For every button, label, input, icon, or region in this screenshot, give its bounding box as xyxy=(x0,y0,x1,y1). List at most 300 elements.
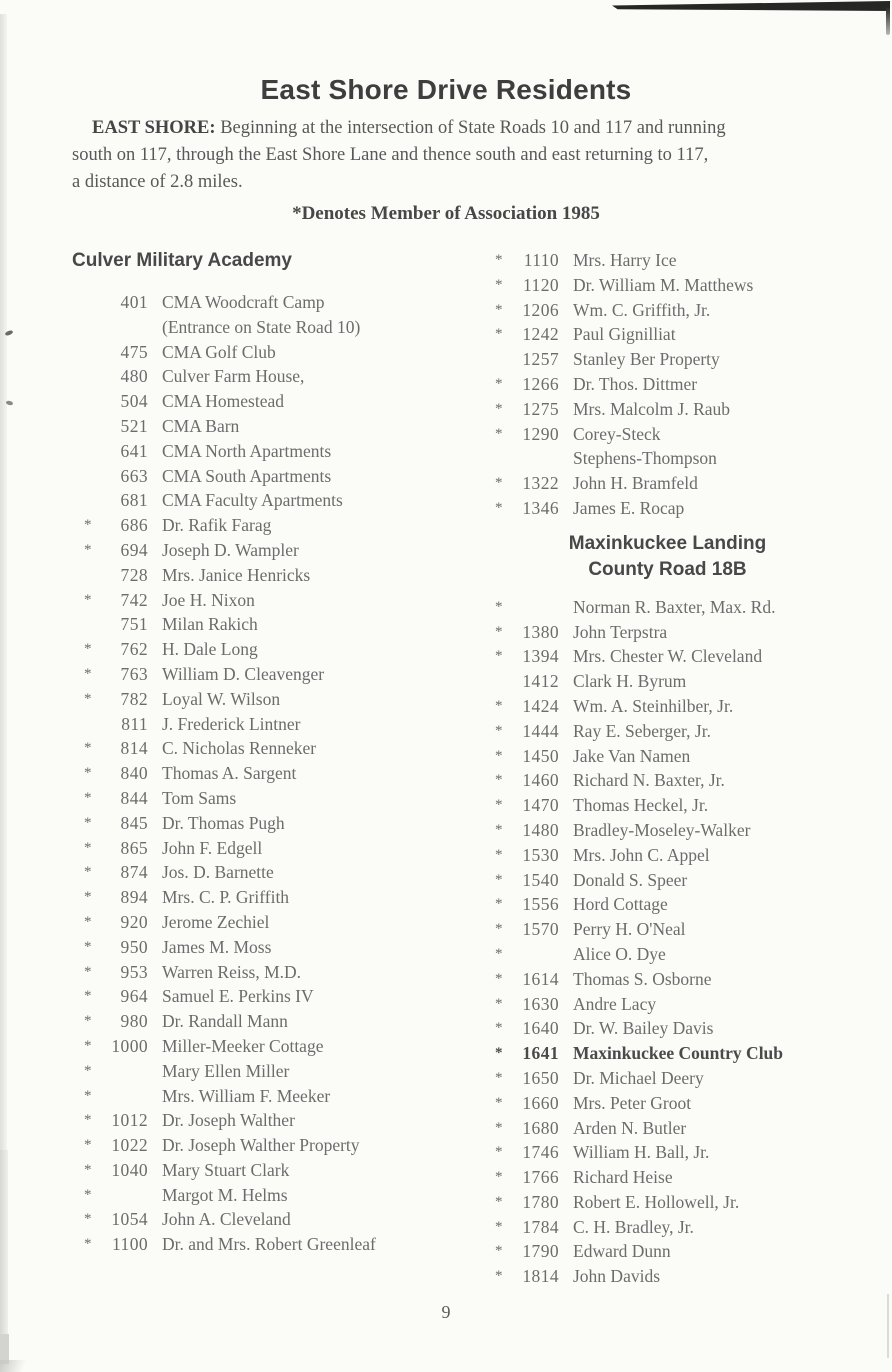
resident-entry xyxy=(72,935,457,960)
member-asterisk xyxy=(84,364,96,389)
member-asterisk: * xyxy=(84,814,92,831)
resident-entry xyxy=(72,389,457,414)
resident-entry xyxy=(457,397,820,422)
member-asterisk: * xyxy=(495,1119,503,1136)
member-asterisk xyxy=(84,315,96,340)
house-number: 844 xyxy=(120,787,148,808)
member-asterisk: * xyxy=(495,425,503,442)
resident-entry xyxy=(72,687,457,712)
resident-name: Hord Cottage xyxy=(573,894,668,915)
page-number: 9 xyxy=(441,1302,451,1323)
member-asterisk xyxy=(495,446,507,471)
member-asterisk: * xyxy=(495,1169,503,1186)
resident-name: Milan Rakich xyxy=(162,614,258,635)
resident-name: Mrs. William F. Meeker xyxy=(162,1085,331,1106)
resident-name: CMA North Apartments xyxy=(162,440,332,461)
resident-entry xyxy=(457,768,820,793)
resident-entry xyxy=(72,488,457,513)
member-asterisk xyxy=(495,347,507,372)
resident-entry xyxy=(72,662,457,687)
resident-name-continuation: (Entrance on State Road 10) xyxy=(162,316,361,337)
member-asterisk: * xyxy=(495,846,503,863)
house-number: 1746 xyxy=(522,1142,559,1163)
resident-entry xyxy=(72,414,457,439)
resident-name: Maxinkuckee Country Club xyxy=(573,1043,784,1064)
member-asterisk: * xyxy=(84,1062,92,1079)
resident-entry xyxy=(72,538,457,563)
resident-entry xyxy=(457,719,820,744)
member-asterisk: * xyxy=(495,871,503,888)
member-asterisk: * xyxy=(84,963,92,980)
resident-name: J. Frederick Lintner xyxy=(162,713,301,734)
member-asterisk xyxy=(84,712,96,737)
house-number: 1630 xyxy=(522,993,559,1014)
resident-entry xyxy=(72,960,457,985)
member-asterisk xyxy=(84,340,96,365)
resident-name: CMA Golf Club xyxy=(162,341,276,362)
resident-entry xyxy=(457,892,820,917)
member-asterisk: * xyxy=(495,995,503,1012)
member-asterisk: * xyxy=(495,970,503,987)
member-asterisk: * xyxy=(84,1137,92,1154)
resident-list-left xyxy=(72,290,457,1257)
house-number xyxy=(507,595,559,620)
resident-name: Mary Ellen Miller xyxy=(162,1060,290,1081)
house-number: 1275 xyxy=(522,398,559,419)
house-number: 980 xyxy=(120,1011,148,1032)
house-number: 663 xyxy=(120,465,148,486)
house-number: 1556 xyxy=(522,894,559,915)
resident-name-continuation: Stephens-Thompson xyxy=(573,448,717,469)
house-number: 1660 xyxy=(522,1092,559,1113)
resident-entry xyxy=(457,644,820,669)
resident-name: Wm. C. Griffith, Jr. xyxy=(573,299,711,320)
member-asterisk xyxy=(84,612,96,637)
resident-entry xyxy=(72,1034,457,1059)
member-asterisk: * xyxy=(495,945,503,962)
resident-entry-continuation xyxy=(457,446,820,471)
resident-name: Jerome Zechiel xyxy=(162,911,270,932)
resident-entry xyxy=(72,637,457,662)
member-asterisk xyxy=(84,464,96,489)
house-number: 1322 xyxy=(522,473,559,494)
resident-entry xyxy=(72,1059,457,1084)
scan-right-edge-fold xyxy=(886,7,890,35)
resident-entry xyxy=(72,786,457,811)
house-number: 1540 xyxy=(522,869,559,890)
house-number: 1614 xyxy=(522,968,559,989)
resident-entry xyxy=(457,1041,820,1066)
right-column xyxy=(457,248,820,1289)
resident-name: William H. Ball, Jr. xyxy=(573,1142,710,1163)
house-number: 1100 xyxy=(112,1234,148,1255)
resident-entry xyxy=(457,422,820,447)
resident-entry xyxy=(72,340,457,365)
resident-entry xyxy=(72,1158,457,1183)
resident-entry xyxy=(72,1207,457,1232)
resident-name: Tom Sams xyxy=(162,787,237,808)
resident-name: James M. Moss xyxy=(162,936,272,957)
house-number: 814 xyxy=(120,738,148,759)
resident-name: Richard Heise xyxy=(573,1167,673,1188)
member-asterisk: * xyxy=(495,499,503,516)
member-asterisk: * xyxy=(84,1112,92,1129)
resident-entry xyxy=(72,1133,457,1158)
resident-name: Samuel E. Perkins IV xyxy=(162,986,314,1007)
resident-entry xyxy=(457,1116,820,1141)
member-asterisk: * xyxy=(84,690,92,707)
resident-name: Dr. Rafik Farag xyxy=(162,515,272,536)
section-heading-culver-military-academy: Culver Military Academy xyxy=(72,250,292,271)
resident-entry xyxy=(457,818,820,843)
house-number: 763 xyxy=(120,663,148,684)
house-number: 1000 xyxy=(111,1035,148,1056)
resident-name: James E. Rocap xyxy=(573,497,685,518)
resident-name: Ray E. Seberger, Jr. xyxy=(573,720,711,741)
resident-entry xyxy=(457,298,820,323)
house-number: 1266 xyxy=(522,373,559,394)
member-asterisk xyxy=(84,414,96,439)
member-asterisk: * xyxy=(84,740,92,757)
member-asterisk: * xyxy=(495,475,503,492)
directory-columns xyxy=(72,248,820,1289)
house-number: 728 xyxy=(120,564,148,585)
resident-entry xyxy=(457,372,820,397)
member-asterisk: * xyxy=(495,821,503,838)
resident-entry xyxy=(72,885,457,910)
resident-entry xyxy=(72,1108,457,1133)
house-number xyxy=(507,446,559,471)
house-number: 1424 xyxy=(522,695,559,716)
resident-name: Dr. William M. Matthews xyxy=(573,274,754,295)
page-title: East Shore Drive Residents xyxy=(260,74,632,105)
member-asterisk: * xyxy=(84,765,92,782)
resident-name: Margot M. Helms xyxy=(162,1184,288,1205)
resident-name: Andre Lacy xyxy=(573,993,657,1014)
resident-name: CMA South Apartments xyxy=(162,465,332,486)
member-asterisk: * xyxy=(495,1218,503,1235)
house-number: 1530 xyxy=(522,844,559,865)
member-asterisk: * xyxy=(495,252,503,268)
resident-name: Robert E. Hollowell, Jr. xyxy=(573,1191,740,1212)
resident-entry xyxy=(457,1140,820,1165)
resident-entry xyxy=(457,669,820,694)
house-number xyxy=(96,315,148,340)
resident-name: CMA Barn xyxy=(162,415,240,436)
resident-entry xyxy=(72,563,457,588)
house-number: 950 xyxy=(120,936,148,957)
resident-name: Bradley-Moseley-Walker xyxy=(573,819,751,840)
resident-name: H. Dale Long xyxy=(162,639,258,660)
resident-name: Paul Gignilliat xyxy=(573,324,676,345)
member-asterisk: * xyxy=(84,1037,92,1054)
resident-name: Culver Farm House, xyxy=(162,366,305,387)
resident-entry xyxy=(457,1239,820,1264)
member-asterisk: * xyxy=(84,541,92,558)
house-number: 964 xyxy=(120,986,148,1007)
member-asterisk xyxy=(84,290,96,315)
resident-name: Dr. and Mrs. Robert Greenleaf xyxy=(162,1234,376,1255)
member-asterisk: * xyxy=(495,1243,503,1260)
house-number: 1641 xyxy=(522,1043,559,1064)
resident-entry xyxy=(72,464,457,489)
house-number: 1206 xyxy=(522,299,559,320)
house-number: 1640 xyxy=(522,1018,559,1039)
member-asterisk: * xyxy=(495,648,503,665)
resident-entry xyxy=(457,1215,820,1240)
section-heading-line-1: Maxinkuckee Landing xyxy=(568,532,767,554)
resident-entry xyxy=(457,868,820,893)
member-asterisk: * xyxy=(84,591,92,608)
resident-name: Mrs. Peter Groot xyxy=(573,1092,692,1113)
resident-entry xyxy=(72,588,457,613)
resident-name: Edward Dunn xyxy=(573,1241,671,1262)
resident-entry xyxy=(457,248,820,273)
resident-name: Dr. W. Bailey Davis xyxy=(573,1018,714,1039)
house-number: 845 xyxy=(120,812,148,833)
resident-entry-continuation xyxy=(72,315,457,340)
house-number: 1054 xyxy=(111,1209,148,1230)
house-number: 1412 xyxy=(522,671,559,692)
resident-entry xyxy=(72,860,457,885)
house-number: 686 xyxy=(120,515,148,536)
member-asterisk: * xyxy=(495,400,503,417)
member-asterisk: * xyxy=(495,1045,503,1062)
resident-name: Warren Reiss, M.D. xyxy=(162,961,302,982)
resident-name: CMA Woodcraft Camp xyxy=(162,292,325,312)
resident-name: Mrs. Malcolm J. Raub xyxy=(573,398,731,419)
house-number: 504 xyxy=(120,391,148,412)
left-column xyxy=(72,248,457,1257)
intro-line-2: south on 117, through the East Shore Lane and thence south and east returning to 117, xyxy=(72,145,709,165)
resident-entry xyxy=(72,811,457,836)
house-number: 782 xyxy=(120,688,148,709)
house-number: 1814 xyxy=(522,1266,559,1287)
resident-name: Dr. Joseph Walther xyxy=(162,1110,295,1131)
resident-name: Mrs. John C. Appel xyxy=(573,844,710,865)
house-number xyxy=(96,1183,148,1208)
resident-entry xyxy=(457,471,820,496)
resident-name: John H. Bramfeld xyxy=(573,473,698,494)
resident-name: Thomas S. Osborne xyxy=(573,968,712,989)
member-asterisk: * xyxy=(495,326,503,343)
house-number: 762 xyxy=(120,639,148,660)
house-number: 840 xyxy=(120,763,148,784)
member-asterisk: * xyxy=(84,839,92,856)
member-asterisk: * xyxy=(495,623,503,640)
association-note: *Denotes Member of Association 1985 xyxy=(292,203,600,224)
house-number: 1650 xyxy=(522,1067,559,1088)
resident-entry xyxy=(457,496,820,521)
member-asterisk: * xyxy=(495,1193,503,1210)
member-asterisk xyxy=(84,563,96,588)
house-number: 1380 xyxy=(522,621,559,642)
member-asterisk: * xyxy=(84,517,92,534)
resident-name: Miller-Meeker Cottage xyxy=(162,1035,324,1056)
member-asterisk: * xyxy=(84,641,92,658)
member-asterisk: * xyxy=(495,797,503,814)
resident-name: Wm. A. Steinhilber, Jr. xyxy=(573,695,734,716)
member-asterisk xyxy=(495,669,507,694)
member-asterisk: * xyxy=(495,921,503,938)
resident-entry xyxy=(72,1009,457,1034)
resident-entry xyxy=(72,290,457,315)
resident-name: Mrs. C. P. Griffith xyxy=(162,887,290,908)
resident-entry xyxy=(72,364,457,389)
member-asterisk: * xyxy=(495,276,503,293)
resident-entry xyxy=(457,1066,820,1091)
resident-name: Mrs. Chester W. Cleveland xyxy=(573,646,763,667)
resident-list-right-bottom xyxy=(457,595,820,1289)
house-number: 1110 xyxy=(523,250,559,270)
resident-list-right-top xyxy=(457,248,820,521)
resident-entry xyxy=(72,836,457,861)
house-number: 1242 xyxy=(522,324,559,345)
resident-entry xyxy=(457,347,820,372)
member-asterisk xyxy=(84,488,96,513)
resident-entry xyxy=(457,793,820,818)
page-content xyxy=(0,74,892,1323)
house-number: 742 xyxy=(120,589,148,610)
resident-name: John F. Edgell xyxy=(162,837,263,858)
resident-name: Clark H. Byrum xyxy=(573,671,687,692)
resident-name: Perry H. O'Neal xyxy=(573,919,686,940)
member-asterisk: * xyxy=(84,864,92,881)
member-asterisk: * xyxy=(84,1211,92,1228)
resident-entry xyxy=(72,712,457,737)
house-number: 1460 xyxy=(522,770,559,791)
house-number: 1022 xyxy=(111,1135,148,1156)
resident-name: Joe H. Nixon xyxy=(162,589,255,610)
resident-name: Stanley Ber Property xyxy=(573,349,720,370)
house-number: 1784 xyxy=(522,1216,559,1237)
house-number: 1680 xyxy=(522,1117,559,1138)
intro-label: EAST SHORE: xyxy=(92,118,216,138)
house-number: 1120 xyxy=(523,274,559,295)
member-asterisk: * xyxy=(84,1013,92,1030)
resident-entry xyxy=(72,984,457,1009)
member-asterisk: * xyxy=(84,1087,92,1104)
resident-name: John Terpstra xyxy=(573,621,668,642)
resident-entry xyxy=(72,612,457,637)
resident-name: Dr. Michael Deery xyxy=(573,1067,704,1088)
member-asterisk: * xyxy=(495,1020,503,1037)
resident-name: CMA Faculty Apartments xyxy=(162,490,343,511)
house-number: 1480 xyxy=(522,819,559,840)
intro-line-1: Beginning at the intersection of State Roads 10 and 117 and running xyxy=(215,118,726,138)
member-asterisk: * xyxy=(495,598,503,615)
resident-name: Alice O. Dye xyxy=(573,943,666,964)
resident-name: Mrs. Harry Ice xyxy=(573,250,677,270)
member-asterisk: * xyxy=(495,301,503,318)
resident-entry xyxy=(457,1190,820,1215)
resident-name: Dr. Randall Mann xyxy=(162,1011,288,1032)
resident-entry xyxy=(72,761,457,786)
resident-entry xyxy=(457,1264,820,1289)
house-number: 894 xyxy=(120,887,148,908)
house-number: 1790 xyxy=(522,1241,559,1262)
resident-entry xyxy=(457,694,820,719)
resident-entry xyxy=(457,942,820,967)
resident-entry xyxy=(457,1016,820,1041)
resident-entry xyxy=(457,1091,820,1116)
member-asterisk: * xyxy=(84,1161,92,1178)
member-asterisk xyxy=(84,439,96,464)
resident-name: Joseph D. Wampler xyxy=(162,539,299,560)
member-asterisk: * xyxy=(84,938,92,955)
house-number: 1450 xyxy=(522,745,559,766)
house-number: 1470 xyxy=(522,795,559,816)
intro-paragraph xyxy=(72,115,820,196)
house-number xyxy=(507,942,559,967)
resident-entry xyxy=(457,273,820,298)
house-number: 641 xyxy=(120,440,148,461)
resident-name: John A. Cleveland xyxy=(162,1209,291,1230)
member-asterisk: * xyxy=(495,1069,503,1086)
resident-name: Dr. Thomas Pugh xyxy=(162,812,285,833)
member-asterisk: * xyxy=(495,1144,503,1161)
resident-entry xyxy=(457,595,820,620)
house-number: 920 xyxy=(120,911,148,932)
resident-entry xyxy=(457,967,820,992)
house-number: 1444 xyxy=(522,720,559,741)
member-asterisk: * xyxy=(495,747,503,764)
house-number: 1780 xyxy=(522,1191,559,1212)
house-number: 874 xyxy=(120,862,148,883)
resident-name: Richard N. Baxter, Jr. xyxy=(573,770,725,791)
resident-name: Jake Van Namen xyxy=(573,745,691,766)
house-number: 694 xyxy=(120,539,148,560)
house-number: 681 xyxy=(120,490,148,511)
house-number xyxy=(96,1084,148,1109)
resident-entry xyxy=(72,513,457,538)
member-asterisk: * xyxy=(84,1186,92,1203)
resident-name: Dr. Thos. Dittmer xyxy=(573,373,698,394)
house-number: 865 xyxy=(120,837,148,858)
house-number: 521 xyxy=(120,415,148,436)
resident-name: Norman R. Baxter, Max. Rd. xyxy=(573,596,776,617)
house-number: 480 xyxy=(120,366,148,387)
member-asterisk: * xyxy=(84,988,92,1005)
resident-entry xyxy=(72,1232,457,1257)
member-asterisk: * xyxy=(84,1236,92,1253)
resident-name: Thomas Heckel, Jr. xyxy=(573,795,709,816)
resident-name: Mrs. Janice Henricks xyxy=(162,564,311,585)
member-asterisk: * xyxy=(495,697,503,714)
resident-entry xyxy=(72,736,457,761)
resident-entry xyxy=(72,1183,457,1208)
resident-name: Jos. D. Barnette xyxy=(162,862,274,883)
member-asterisk: * xyxy=(495,1094,503,1111)
resident-entry xyxy=(457,992,820,1017)
house-number: 1394 xyxy=(522,646,559,667)
house-number: 1257 xyxy=(522,349,559,370)
member-asterisk: * xyxy=(84,913,92,930)
section-heading-line-2: County Road 18B xyxy=(588,558,747,580)
house-number: 953 xyxy=(120,961,148,982)
resident-name: CMA Homestead xyxy=(162,391,285,412)
house-number: 475 xyxy=(120,341,148,362)
resident-entry xyxy=(72,910,457,935)
resident-entry xyxy=(457,917,820,942)
resident-name: William D. Cleavenger xyxy=(162,663,325,684)
house-number: 1766 xyxy=(522,1167,559,1188)
resident-name: Thomas A. Sargent xyxy=(162,763,297,784)
member-asterisk: * xyxy=(495,1268,503,1285)
intro-line-3: a distance of 2.8 miles. xyxy=(72,172,243,192)
house-number xyxy=(96,1059,148,1084)
resident-name: John Davids xyxy=(573,1266,661,1287)
